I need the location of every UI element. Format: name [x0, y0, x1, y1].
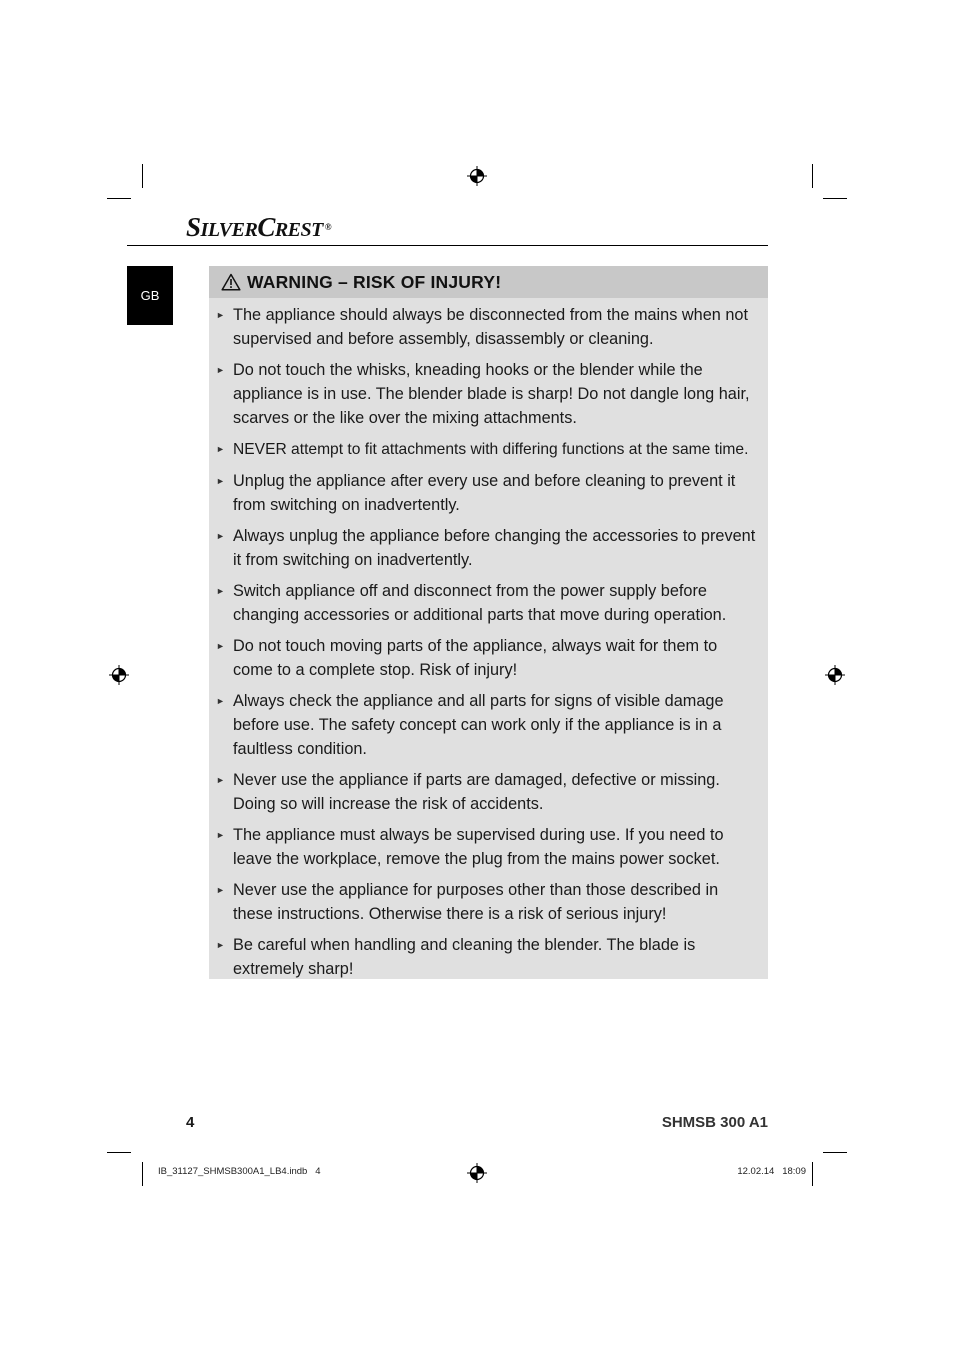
print-file-name: IB_31127_SHMSB300A1_LB4.indb 4 — [158, 1166, 321, 1177]
list-item-text: Always check the appliance and all parts for signs of visible damage before use. The safety concept can work only if the appliance is in a faultless condition. — [233, 692, 724, 758]
list-item — [209, 469, 768, 517]
triangle-right-icon: ► — [216, 641, 225, 651]
triangle-right-icon: ► — [216, 940, 225, 950]
registered-mark: ® — [324, 221, 332, 232]
triangle-right-icon: ► — [216, 775, 225, 785]
warning-list — [209, 298, 768, 981]
registration-mark-icon — [467, 1163, 487, 1183]
brand-logo-letter: C — [257, 212, 275, 242]
crop-mark — [142, 1162, 143, 1186]
list-item — [209, 358, 768, 430]
crop-mark — [823, 198, 847, 199]
list-item — [209, 634, 768, 682]
language-tab — [127, 266, 173, 325]
list-item-text: Never use the appliance if parts are damaged, defective or missing. Doing so will increase the risk of accidents. — [233, 771, 720, 813]
triangle-right-icon: ► — [216, 476, 225, 486]
triangle-right-icon: ► — [216, 586, 225, 596]
list-item — [209, 524, 768, 572]
list-item — [209, 579, 768, 627]
list-item — [209, 437, 768, 462]
crop-mark — [107, 1152, 131, 1153]
list-item-text: The appliance should always be disconnected from the mains when not supervised and before assembly, disassembly or cleaning. — [233, 306, 748, 348]
header-divider — [127, 245, 768, 246]
triangle-right-icon: ► — [216, 885, 225, 895]
language-tab-label: GB — [140, 288, 160, 303]
print-timestamp: 12.02.14 18:09 — [737, 1166, 806, 1177]
crop-mark — [812, 164, 813, 188]
list-item-text: NEVER attempt to fit attachments with differing functions at the same time. — [233, 441, 749, 458]
registration-mark-icon — [467, 166, 487, 186]
triangle-right-icon: ► — [216, 310, 225, 320]
warning-title: WARNING – RISK OF INJURY! — [247, 271, 502, 292]
list-item-text: Never use the appliance for purposes other than those described in these instructions. Otherwise there is a risk of serious injury! — [233, 881, 719, 923]
list-item-text: Switch appliance off and disconnect from the power supply before changing accessories or additional parts that move during operation. — [233, 582, 727, 624]
list-item — [209, 768, 768, 816]
registration-mark-icon — [109, 665, 129, 685]
brand-logo — [186, 212, 331, 243]
brand-logo-letters: REST — [274, 219, 323, 241]
list-item — [209, 878, 768, 926]
registration-mark-icon — [825, 665, 845, 685]
list-item-text: Always unplug the appliance before changing the accessories to prevent it from switching on inadvertently. — [233, 527, 756, 569]
triangle-right-icon: ► — [216, 365, 225, 375]
list-item — [209, 689, 768, 761]
warning-title-bar — [209, 266, 768, 298]
list-item-text: Unplug the appliance after every use and before cleaning to prevent it from switching on inadvertently. — [233, 472, 736, 514]
list-item-text: Do not touch the whisks, kneading hooks or the blender while the appliance is in use. The blender blade is sharp! Do not dangle long hair, scarves or the like over the mixing attachments. — [233, 361, 750, 427]
triangle-right-icon: ► — [216, 444, 225, 454]
page-number: 4 — [186, 1114, 195, 1131]
list-item-text: Be careful when handling and cleaning the blender. The blade is extremely sharp! — [233, 936, 696, 978]
warning-box — [209, 266, 768, 979]
warning-triangle-icon — [221, 273, 241, 291]
list-item-text: Do not touch moving parts of the appliance, always wait for them to come to a complete stop. Risk of injury! — [233, 637, 718, 679]
crop-mark — [142, 164, 143, 188]
list-item — [209, 303, 768, 351]
triangle-right-icon: ► — [216, 830, 225, 840]
triangle-right-icon: ► — [216, 696, 225, 706]
triangle-right-icon: ► — [216, 531, 225, 541]
crop-mark — [107, 198, 131, 199]
brand-logo-letter: S — [186, 212, 201, 242]
model-number: SHMSB 300 A1 — [661, 1114, 768, 1131]
crop-mark — [823, 1152, 847, 1153]
brand-logo-letters: ILVER — [200, 219, 258, 241]
list-item — [209, 933, 768, 981]
list-item — [209, 823, 768, 871]
crop-mark — [812, 1162, 813, 1186]
list-item-text: The appliance must always be supervised during use. If you need to leave the workplace, remove the plug from the mains power socket. — [233, 826, 724, 868]
